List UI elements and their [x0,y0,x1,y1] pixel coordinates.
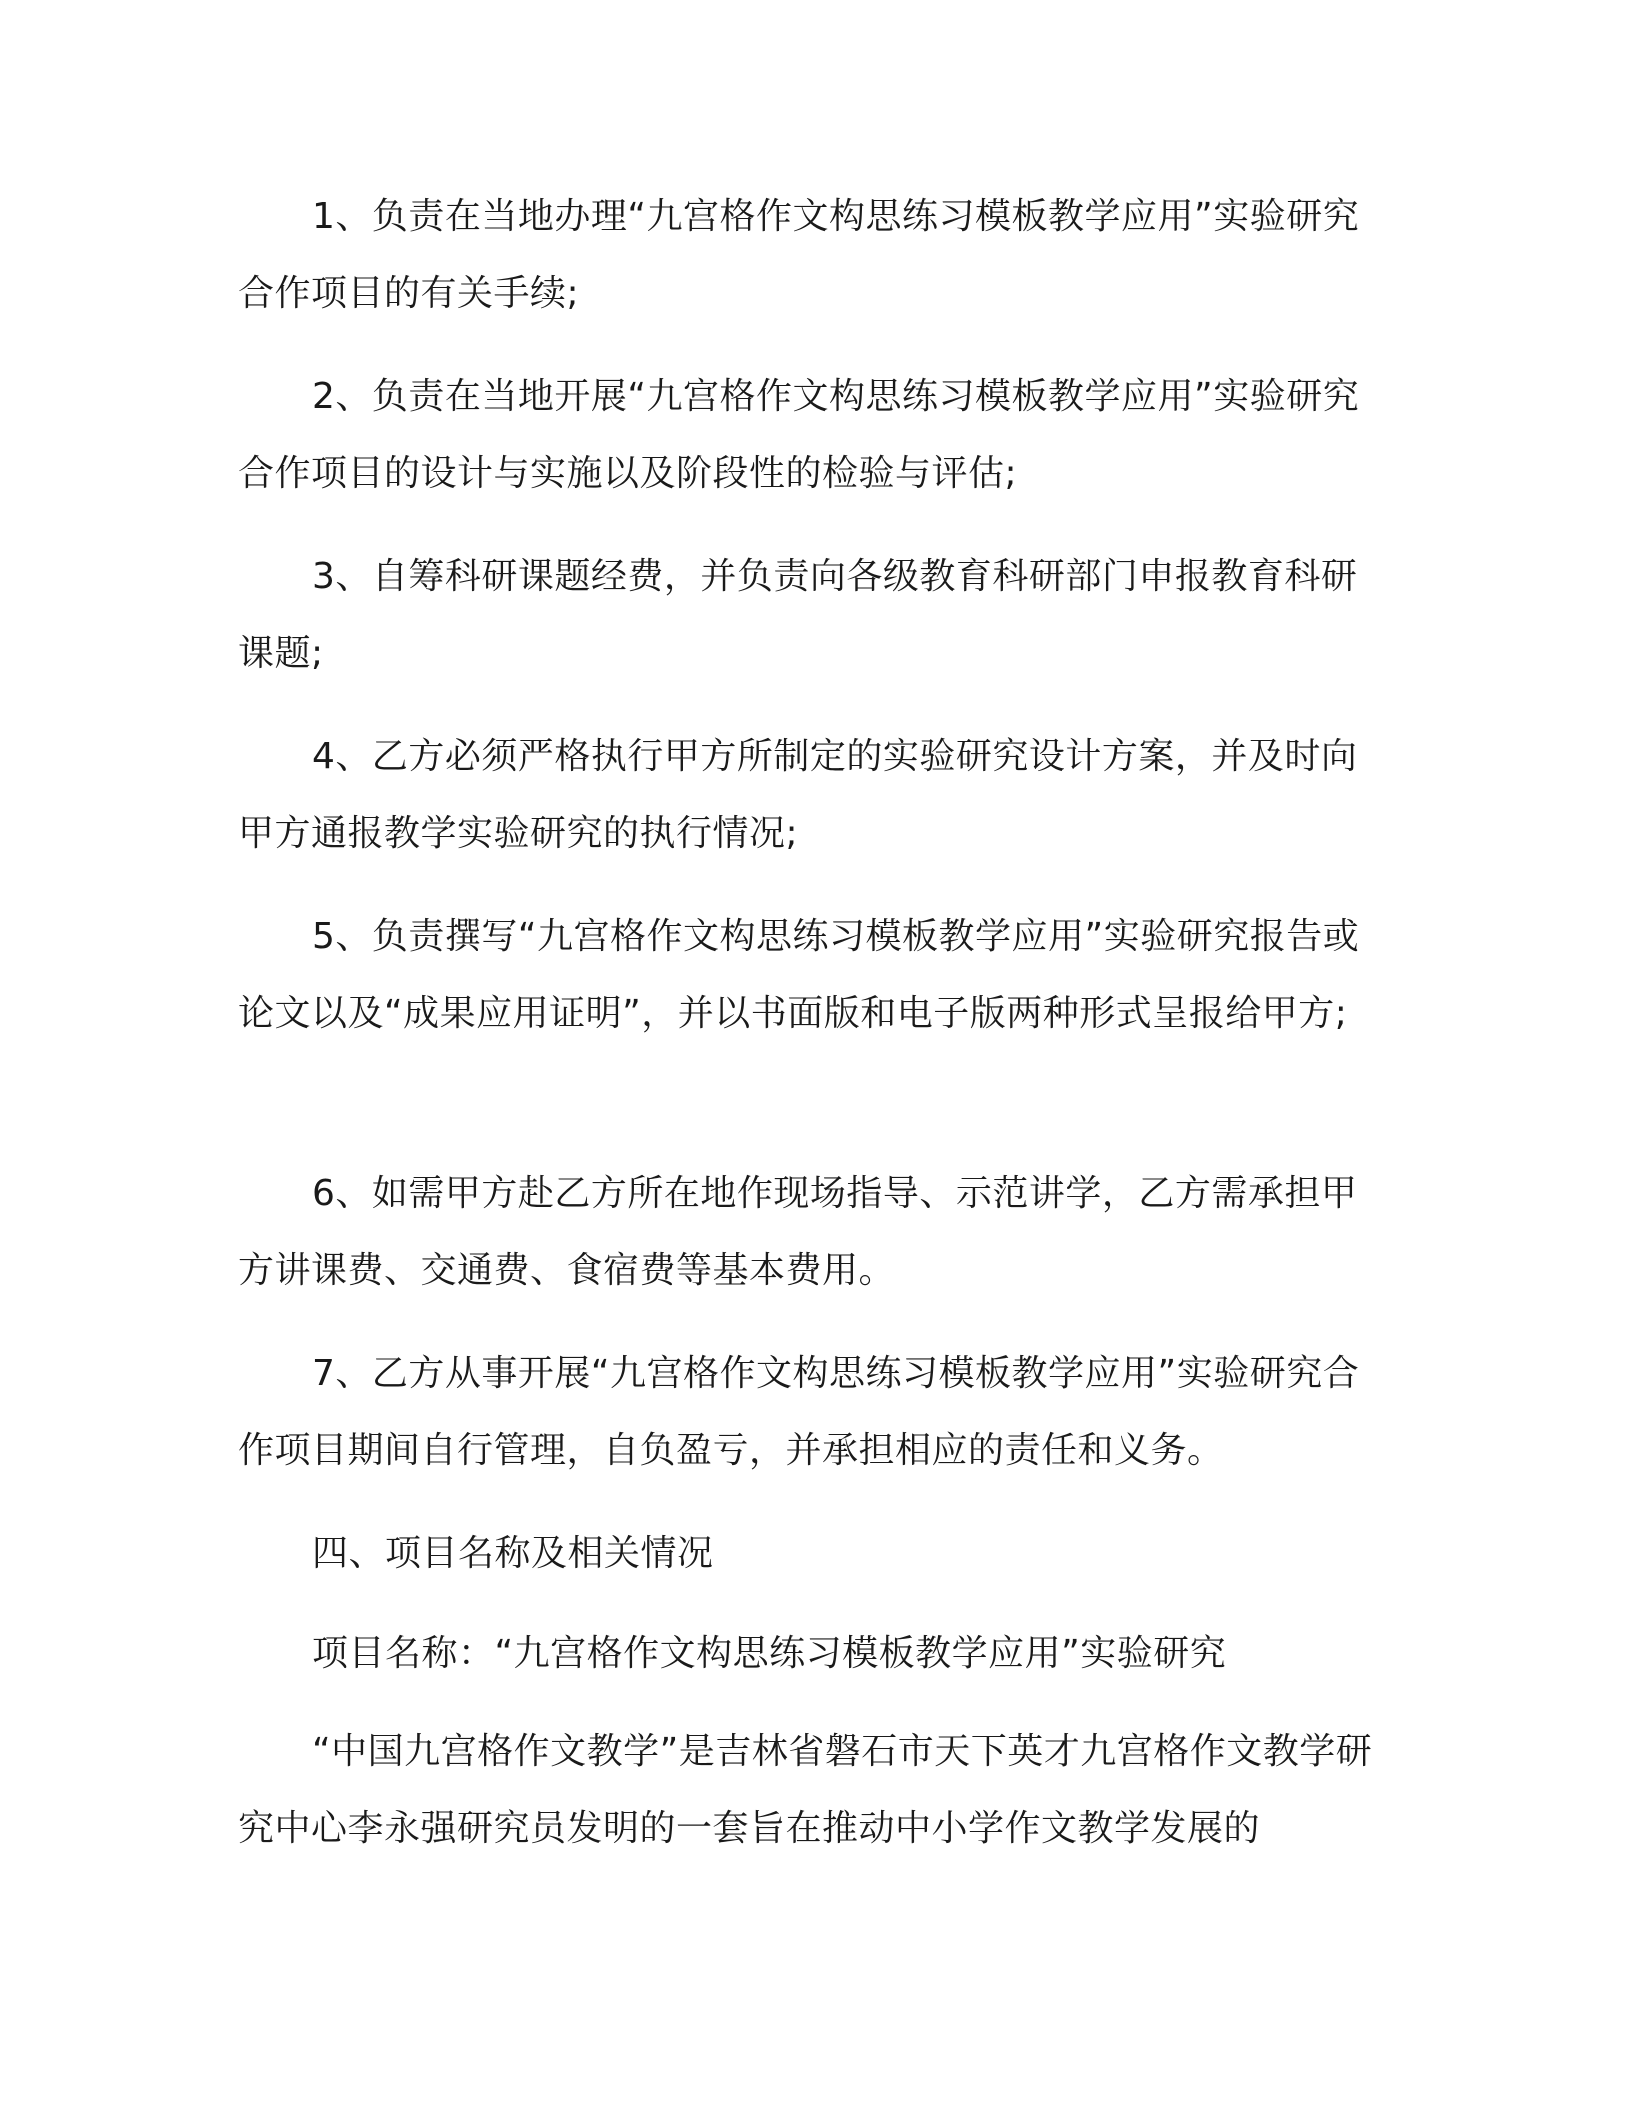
paragraph-item-2: 2、负责在当地开展“九宫格作文构思练习模板教学应用”实验研究合作项目的设计与实施以及阶段性的检验与评估; [238,376,1360,494]
section-heading: 四、项目名称及相关情况 [312,1533,714,1574]
paragraph-item-7: 7、乙方从事开展“九宫格作文构思练习模板教学应用”实验研究合作项目期间自行管理，自负盈亏，并承担相应的责任和义务。 [238,1353,1360,1471]
intro-paragraph: “中国九宫格作文教学”是吉林省磐石市天下英才九宫格作文教学研究中心李永强研究员发明的一套旨在推动中小学作文教学发展的 [238,1731,1373,1849]
paragraph-item-5: 5、负责撰写“九宫格作文构思练习模板教学应用”实验研究报告或论文以及“成果应用证明”，并以书面版和电子版两种形式呈报给甲方; [238,916,1360,1034]
project-name-line: 项目名称：“九宫格作文构思练习模板教学应用”实验研究 [312,1633,1227,1674]
paragraph-item-4: 4、乙方必须严格执行甲方所制定的实验研究设计方案，并及时向甲方通报教学实验研究的执行情况; [238,736,1358,854]
paragraph-item-1: 1、负责在当地办理“九宫格作文构思练习模板教学应用”实验研究合作项目的有关手续; [238,196,1360,314]
paragraph-item-6: 6、如需甲方赴乙方所在地作现场指导、示范讲学，乙方需承担甲方讲课费、交通费、食宿费等基本费用。 [238,1173,1358,1291]
paragraph-item-3: 3、自筹科研课题经费，并负责向各级教育科研部门申报教育科研课题; [238,556,1358,674]
